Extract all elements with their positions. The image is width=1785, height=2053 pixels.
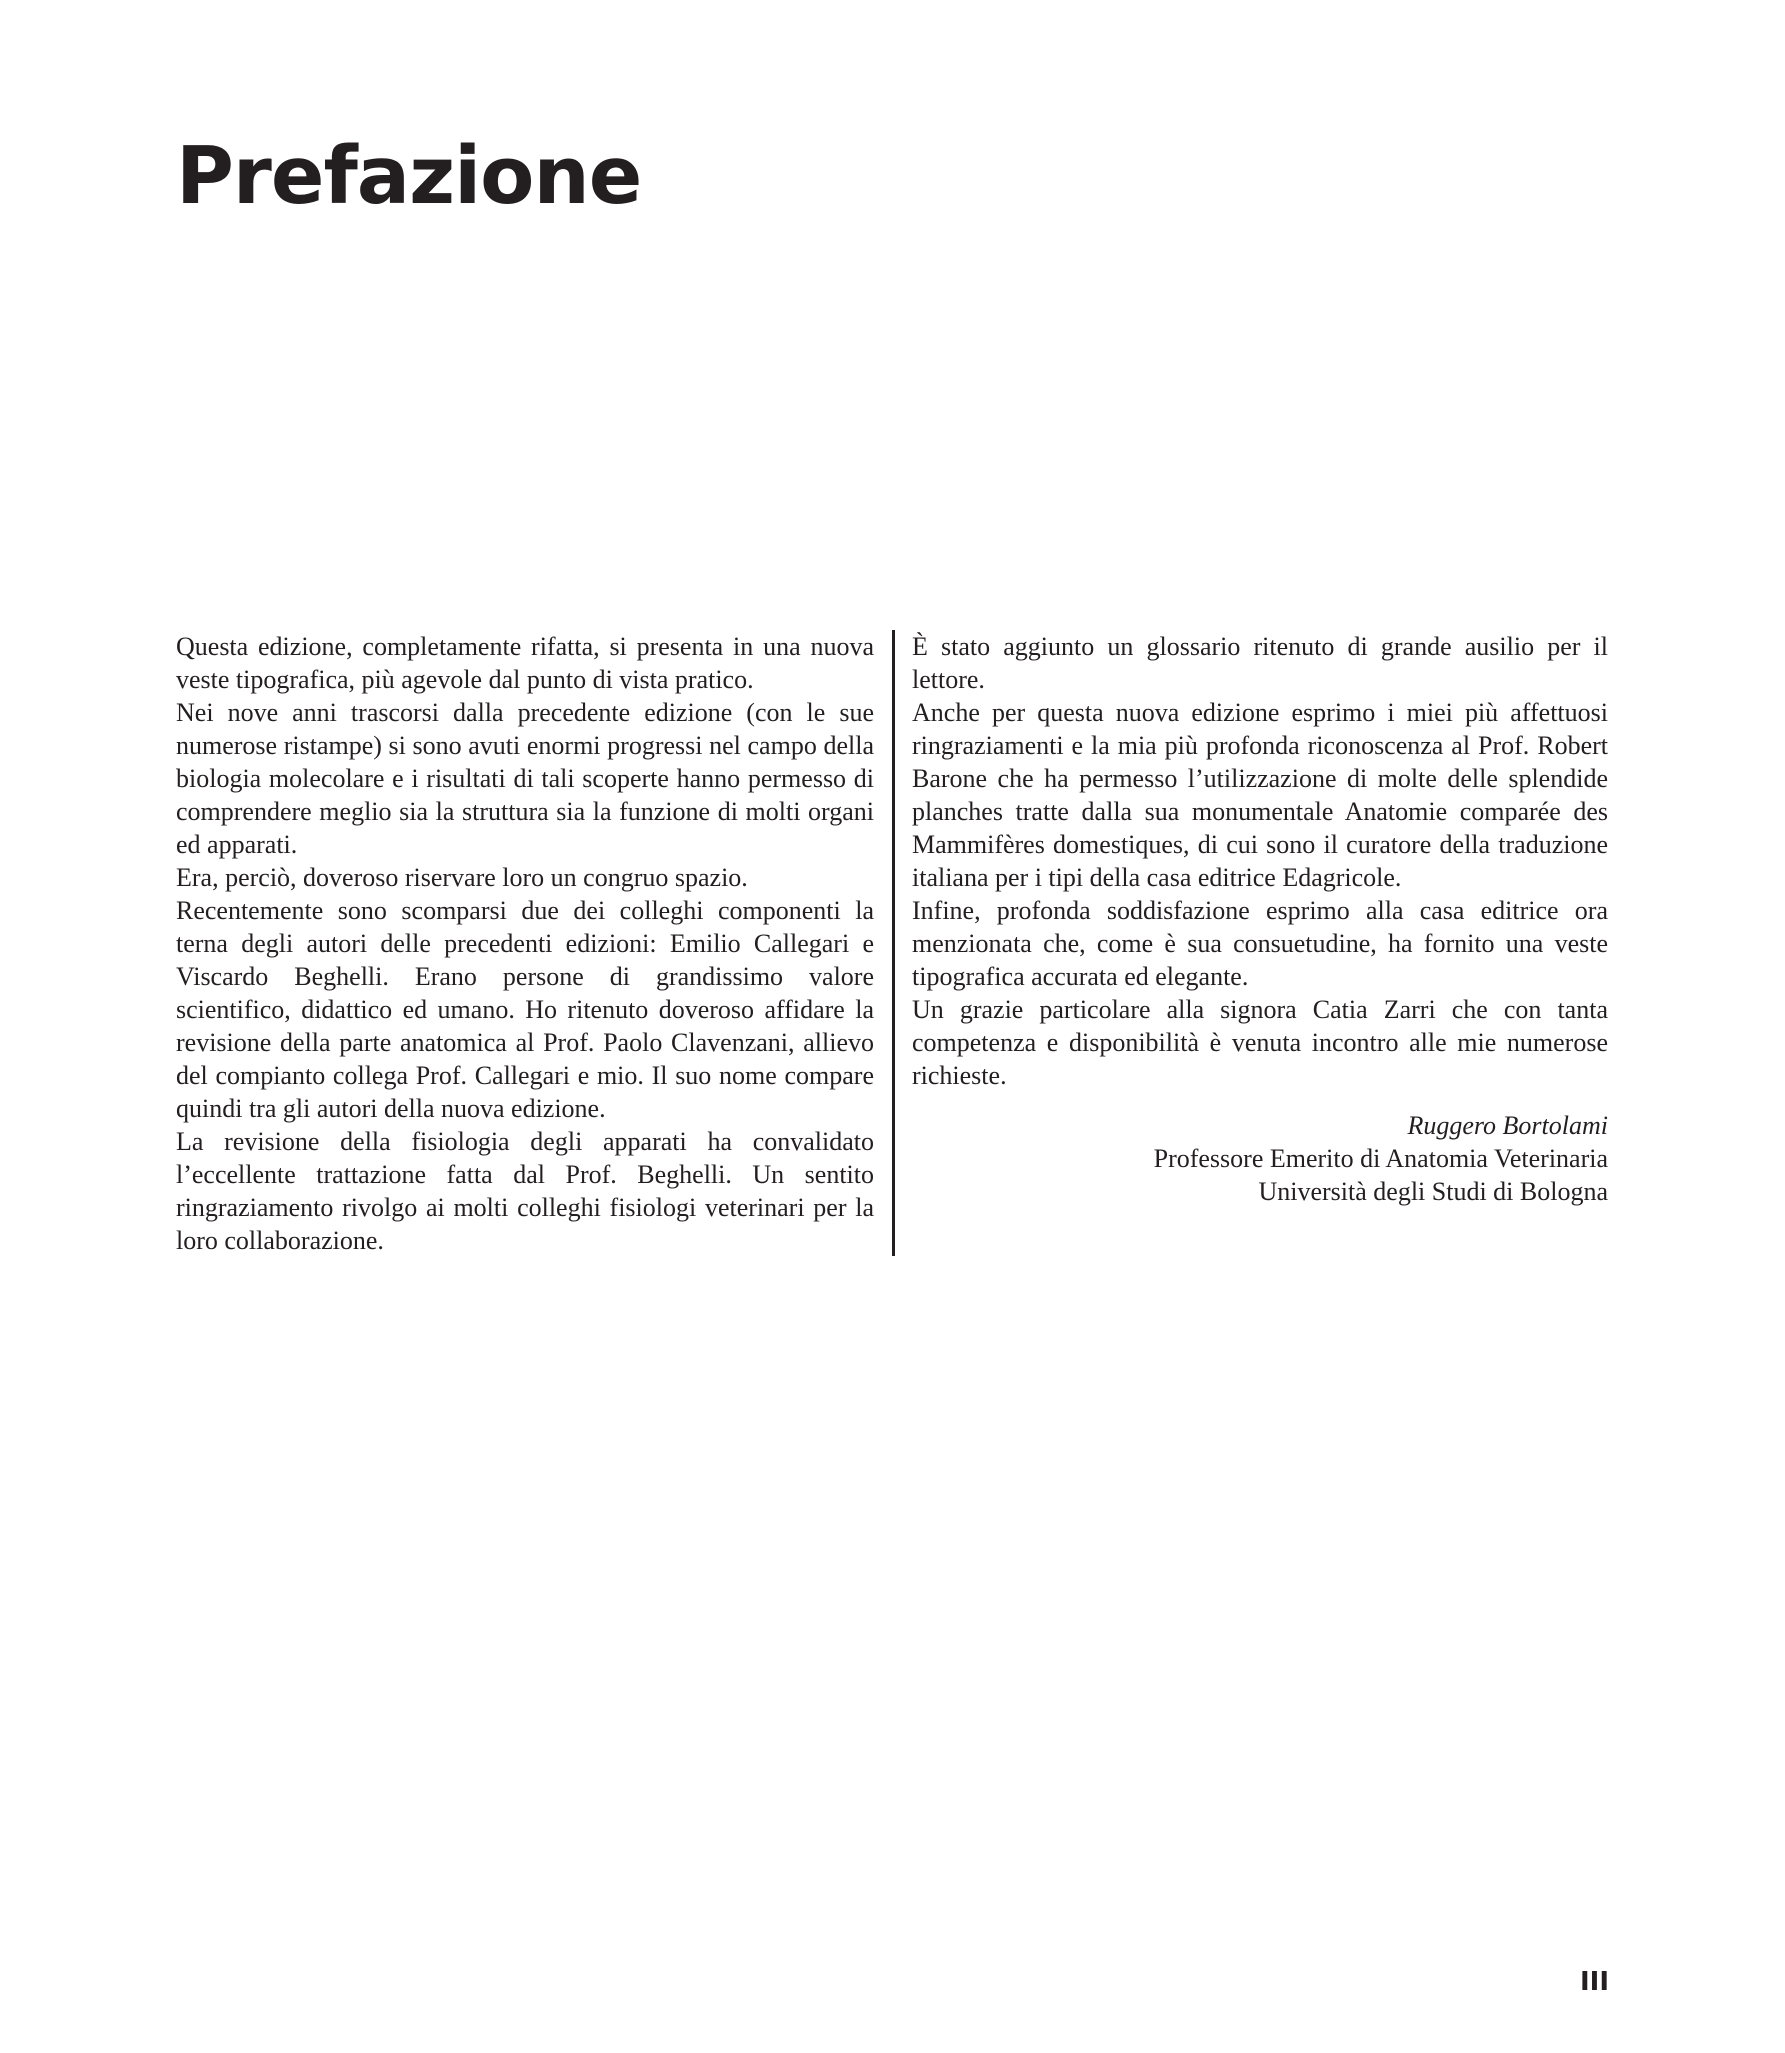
signature-block — [912, 1109, 1608, 1208]
paragraph: Infine, profonda soddisfazione esprimo alla casa editrice ora menzionata che, come è sua consuetudine, ha fornito una veste tipografica accurata ed elegante. — [912, 896, 1608, 991]
paragraph: Un grazie particolare alla signora Catia Zarri che con tanta competenza e disponibilità è venuta incontro alle mie numerose richieste. — [912, 995, 1608, 1090]
author-institution: Università degli Studi di Bologna — [1258, 1177, 1608, 1206]
paragraph: Era, perciò, doveroso riservare loro un congruo spazio. — [176, 863, 748, 892]
paragraph: La revisione della fisiologia degli apparati ha convalidato l’eccellente trattazione fatta dal Prof. Beghelli. Un sentito ringraziamento rivolgo ai molti colleghi fisiologi veterinari per la loro collaborazione. — [176, 1127, 874, 1255]
author-name: Ruggero Bortolami — [1407, 1111, 1608, 1140]
paragraph: È stato aggiunto un glossario ritenuto di grande ausilio per il lettore. — [912, 632, 1608, 694]
author-role: Professore Emerito di Anatomia Veterinaria — [1153, 1144, 1608, 1173]
paragraph: Nei nove anni trascorsi dalla precedente edizione (con le sue numerose ristampe) si sono avuti enormi progressi nel campo della biologia molecolare e i risultati di tali scoperte hanno permesso di comprendere meglio sia la struttura sia la funzione di molti organi ed apparati. — [176, 698, 874, 859]
left-column — [176, 630, 874, 1257]
page-number: III — [1579, 1967, 1609, 1997]
column-divider — [892, 630, 895, 1256]
right-column — [912, 630, 1608, 1208]
preface-body — [176, 630, 1608, 1256]
paragraph: Recentemente sono scomparsi due dei colleghi componenti la terna degli autori delle precedenti edizioni: Emilio Callegari e Viscardo Beghelli. Erano persone di grandissimo valore scientifico, didattico ed umano. Ho ritenuto doveroso affidare la revisione della parte anatomica al Prof. Paolo Clavenzani, allievo del compianto collega Prof. Callegari e mio. Il suo nome compare quindi tra gli autori della nuova edizione. — [176, 896, 874, 1123]
paragraph: Questa edizione, completamente rifatta, si presenta in una nuova veste tipografica, più agevole dal punto di vista pratico. — [176, 632, 874, 694]
page-title: Prefazione — [176, 130, 642, 222]
paragraph: Anche per questa nuova edizione esprimo i miei più affettuosi ringraziamenti e la mia più profonda riconoscenza al Prof. Robert Barone che ha permesso l’utilizzazione di molte delle splendide planches tratte dalla sua monumentale Anatomie comparée des Mammifères domestiques, di cui sono il curatore della traduzione italiana per i tipi della casa editrice Edagricole. — [912, 698, 1608, 892]
